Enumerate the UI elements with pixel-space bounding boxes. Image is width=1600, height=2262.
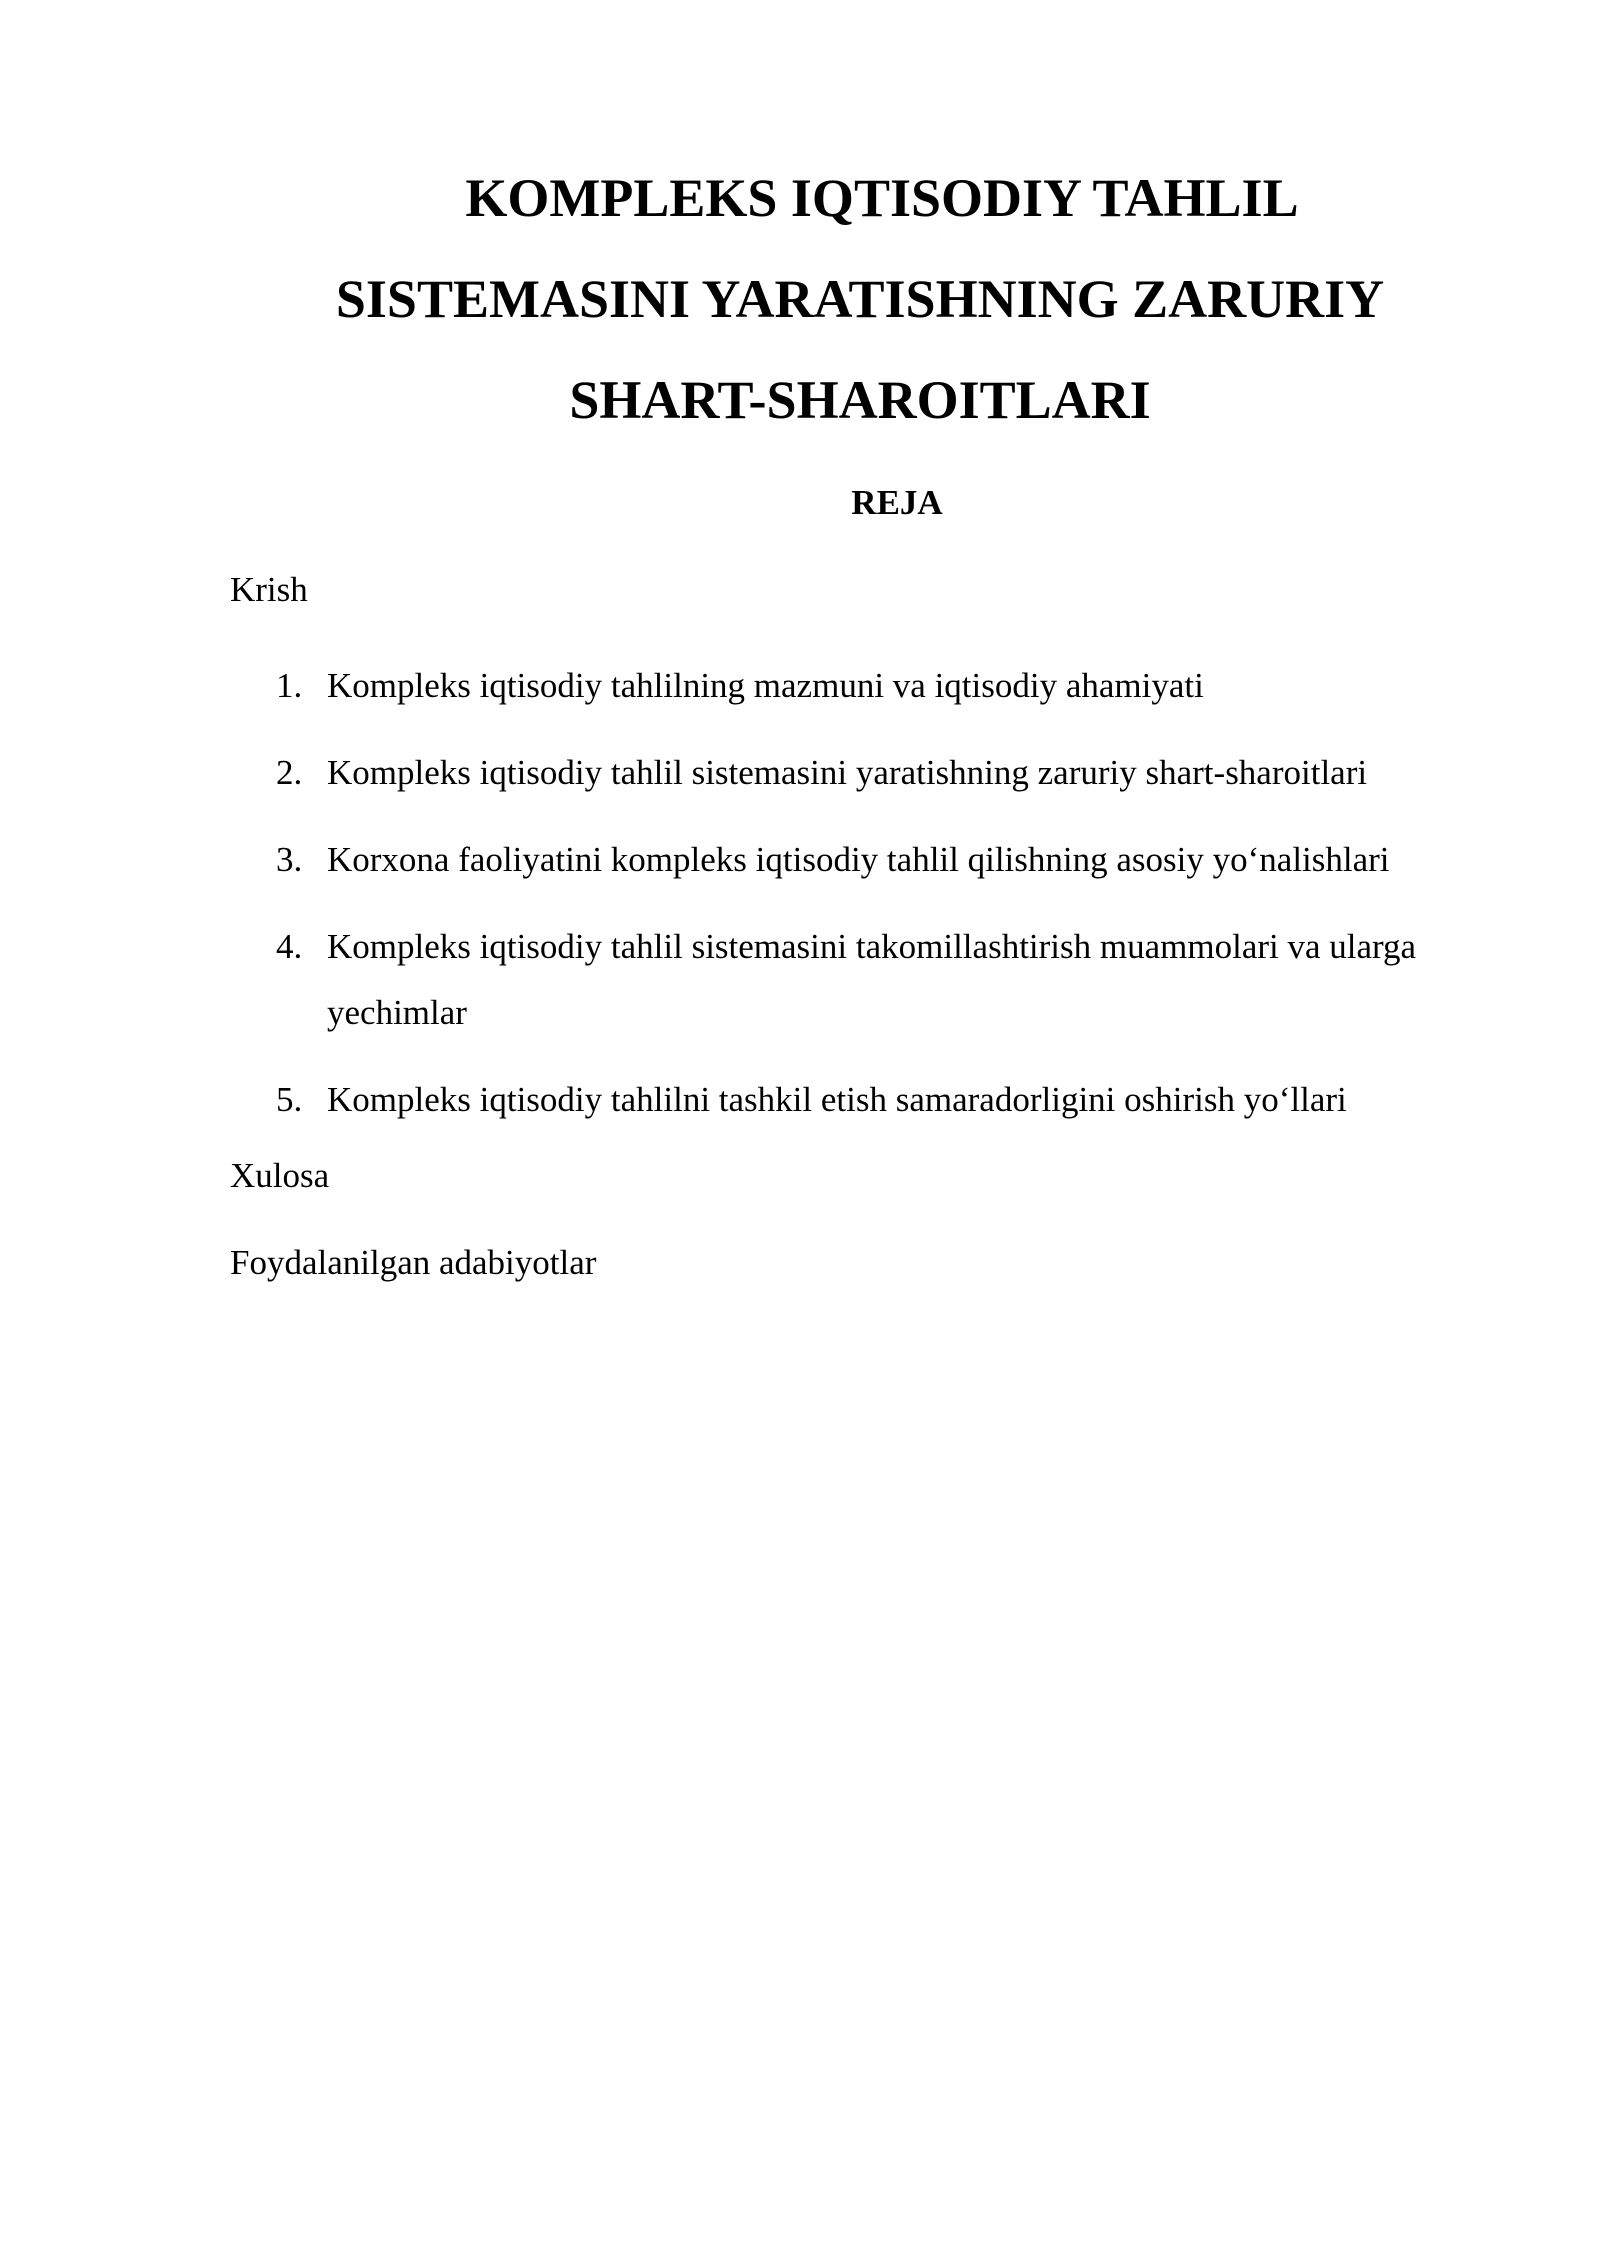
conclusion-paragraph: Xulosa bbox=[230, 1156, 330, 1195]
list-item-number: 4. bbox=[276, 927, 303, 966]
list-item-number: 5. bbox=[276, 1080, 303, 1119]
list-item bbox=[230, 653, 1530, 719]
list-item-number: 1. bbox=[276, 666, 303, 705]
title-line-3: SHART-SHAROITLARI bbox=[569, 370, 1151, 430]
references-paragraph: Foydalanilgan adabiyotlar bbox=[230, 1243, 597, 1282]
list-item-text: Kompleks iqtisodiy tahlilni tashkil etish samaradorligini oshirish yo‘llari bbox=[327, 1080, 1347, 1119]
list-item-number: 2. bbox=[276, 753, 303, 792]
list-item-number: 3. bbox=[276, 840, 303, 879]
list-item bbox=[230, 827, 1530, 893]
list-item bbox=[230, 740, 1530, 806]
plan-heading: REJA bbox=[851, 483, 943, 522]
list-item bbox=[230, 914, 1530, 1046]
list-item-text: Kompleks iqtisodiy tahlil sistemasini takomillashtirish muammolari va ularga yechimlar bbox=[327, 927, 1417, 1032]
title-line-2: SISTEMASINI YARATISHNING ZARURIY bbox=[335, 269, 1385, 329]
title-line-1: KOMPLEKS IQTISODIY TAHLIL bbox=[465, 168, 1299, 228]
intro-paragraph: Krish bbox=[230, 570, 308, 609]
list-item bbox=[230, 1067, 1530, 1133]
list-item-text: Korxona faoliyatini kompleks iqtisodiy tahlil qilishning asosiy yo‘nalishlari bbox=[327, 840, 1390, 879]
list-item-text: Kompleks iqtisodiy tahlilning mazmuni va iqtisodiy ahamiyati bbox=[327, 666, 1204, 705]
document-title bbox=[230, 148, 1490, 451]
list-item-text: Kompleks iqtisodiy tahlil sistemasini yaratishning zaruriy shart-sharoitlari bbox=[327, 753, 1368, 792]
plan-list bbox=[230, 653, 1530, 1154]
